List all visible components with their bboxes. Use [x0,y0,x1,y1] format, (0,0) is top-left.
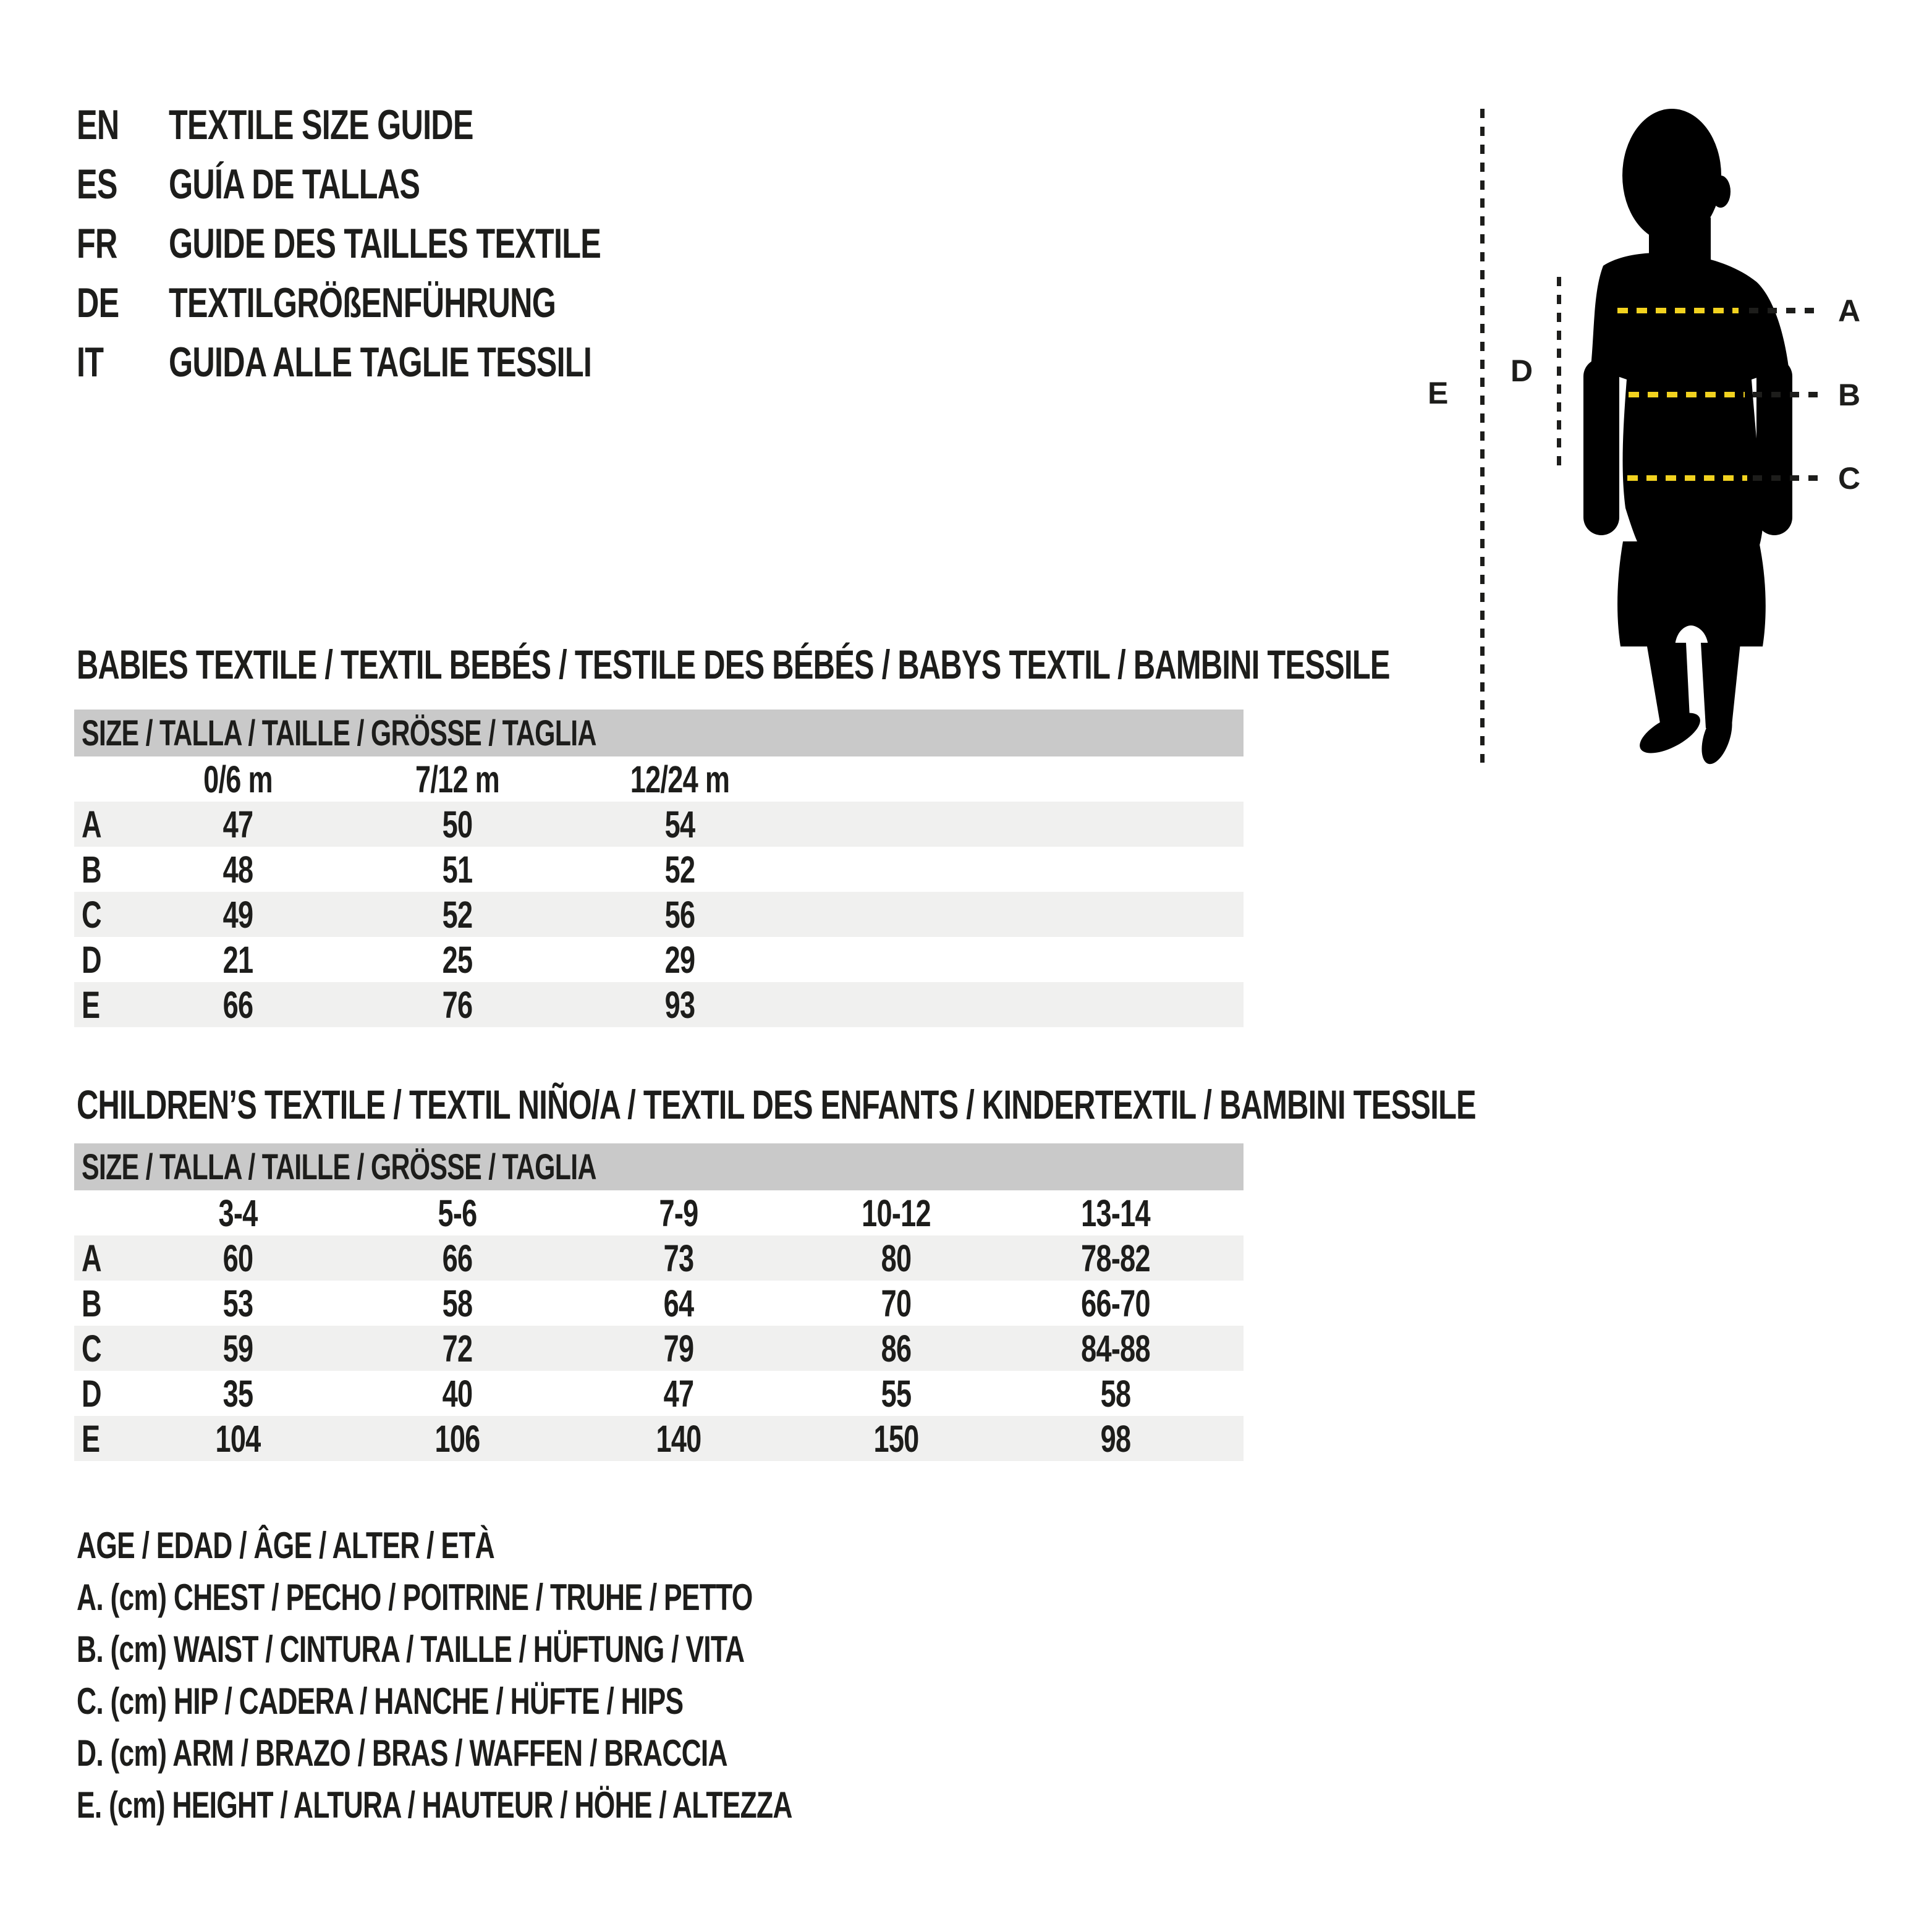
hip-line-C-dark [1753,475,1823,481]
children-section-title [77,1083,1932,1126]
table-cell: 98 [1100,1417,1131,1460]
table-cell: 54 [664,803,695,845]
table-cell: 150 [873,1417,919,1460]
waist-line-B-dark [1753,392,1823,397]
table-cell: 80 [881,1237,912,1279]
table-cell: 72 [442,1327,473,1370]
table-cell: 60 [222,1237,253,1279]
table-row-C [74,1326,1244,1371]
language-row-fr [77,214,753,273]
table-cell: 40 [442,1372,473,1415]
table-cell: 55 [881,1372,912,1415]
language-row-en [77,95,753,155]
table-cell: 93 [664,983,695,1026]
language-row-de [77,273,753,333]
measurement-legend [77,1519,1043,1831]
column-header: 13-14 [1081,1192,1150,1234]
children-column-header-row [74,1190,1244,1235]
guide-title-de: TEXTILGRÖßENFÜHRUNG [169,279,556,326]
babies-section-title-text: BABIES TEXTILE / TEXTIL BEBÉS / TESTILE DES BÉBÉS / BABYS TEXTIL / BAMBINI TESSILE [77,642,1390,687]
table-row-A [74,802,1244,847]
babies-size-header-bar [74,710,1244,756]
table-cell: 79 [663,1327,694,1370]
language-code: DE [77,279,119,326]
measure-label-B: B [1838,378,1861,412]
legend-text: AGE / EDAD / ÂGE / ALTER / ETÀ [77,1524,494,1566]
table-cell: 70 [881,1282,912,1324]
measure-label-A: A [1838,294,1861,328]
children-size-table [74,1143,1244,1461]
row-label: C [82,1327,101,1370]
legend-text: A. (cm) CHEST / PECHO / POITRINE / TRUHE / PETTO [77,1576,753,1618]
table-row-C [74,892,1244,937]
size-header-label: SIZE / TALLA / TAILLE / GRÖSSE / TAGLIA [82,1146,596,1187]
table-cell: 73 [663,1237,694,1279]
children-size-header-bar [74,1143,1244,1190]
silhouette-left-arm [1583,358,1619,535]
legend-text: B. (cm) WAIST / CINTURA / TAILLE / HÜFTUNG / VITA [77,1628,745,1670]
babies-size-table [74,710,1244,1027]
column-header: 5-6 [438,1192,477,1234]
table-cell: 140 [656,1417,701,1460]
legend-text: E. (cm) HEIGHT / ALTURA / HAUTEUR / HÖHE / ALTEZZA [77,1784,792,1826]
language-code: IT [77,339,104,386]
chest-line-A-dark [1749,308,1823,313]
table-cell: 86 [881,1327,912,1370]
row-label: D [82,938,101,981]
row-label: B [82,848,101,891]
hip-line-C-yellow [1627,475,1747,481]
column-header: 10-12 [862,1192,931,1234]
row-label: E [82,1417,100,1460]
table-cell: 47 [663,1372,694,1415]
legend-line-age [77,1519,1043,1571]
table-cell: 59 [222,1327,253,1370]
guide-title-es: GUÍA DE TALLAS [169,161,420,208]
legend-text: C. (cm) HIP / CADERA / HANCHE / HÜFTE / HIPS [77,1680,684,1722]
legend-line-waist [77,1623,1043,1675]
table-cell: 53 [222,1282,253,1324]
table-cell: 106 [434,1417,480,1460]
table-cell: 48 [222,848,253,891]
table-cell: 52 [442,893,473,936]
table-cell: 104 [215,1417,261,1460]
table-cell: 84-88 [1081,1327,1150,1370]
measure-label-D: D [1510,354,1533,388]
table-row-D [74,937,1244,982]
size-header-label: SIZE / TALLA / TAILLE / GRÖSSE / TAGLIA [82,713,596,753]
table-cell: 66 [442,1237,473,1279]
chest-line-A-yellow [1617,308,1739,313]
language-code: FR [77,220,117,267]
table-row-B [74,1281,1244,1326]
waist-line-B-yellow [1629,392,1745,397]
column-header: 7/12 m [415,758,500,800]
silhouette-shorts [1617,541,1766,646]
table-cell: 58 [1100,1372,1131,1415]
table-cell: 66-70 [1081,1282,1150,1324]
row-label: D [82,1372,101,1415]
legend-line-chest [77,1571,1043,1623]
row-label: B [82,1282,101,1324]
table-cell: 47 [222,803,253,845]
legend-line-hip [77,1675,1043,1727]
guide-title-en: TEXTILE SIZE GUIDE [169,101,473,148]
legend-text: D. (cm) ARM / BRAZO / BRAS / WAFFEN / BRACCIA [77,1732,727,1774]
column-header: 7-9 [659,1192,698,1234]
table-cell: 35 [222,1372,253,1415]
children-section-title-text: CHILDREN’S TEXTILE / TEXTIL NIÑO/A / TEXTIL DES ENFANTS / KINDERTEXTIL / BAMBINI TESSILE [77,1082,1477,1127]
table-row-D [74,1371,1244,1416]
legend-line-arm [77,1727,1043,1779]
table-cell: 58 [442,1282,473,1324]
silhouette-right-arm [1756,358,1792,535]
language-row-es [77,155,753,214]
table-cell: 51 [442,848,473,891]
language-code: EN [77,101,119,148]
row-label: A [82,803,101,845]
silhouette-ear [1711,176,1731,208]
table-cell: 49 [222,893,253,936]
measure-label-E: E [1428,376,1449,410]
babies-section-title [77,643,1851,686]
guide-title-fr: GUIDE DES TAILLES TEXTILE [169,220,601,267]
table-cell: 25 [442,938,473,981]
table-row-A [74,1235,1244,1281]
table-cell: 78-82 [1081,1237,1150,1279]
table-cell: 50 [442,803,473,845]
row-label: E [82,983,100,1026]
table-row-B [74,847,1244,892]
column-header: 0/6 m [203,758,273,800]
language-code: ES [77,161,117,208]
table-cell: 76 [442,983,473,1026]
table-cell: 56 [664,893,695,936]
column-header: 12/24 m [630,758,730,800]
table-cell: 66 [222,983,253,1026]
babies-column-header-row [74,756,1244,802]
table-cell: 64 [663,1282,694,1324]
language-title-block [77,95,753,392]
table-cell: 52 [664,848,695,891]
legend-line-height [77,1779,1043,1831]
guide-title-it: GUIDA ALLE TAGLIE TESSILI [169,339,592,386]
arm-measure-line-D [1557,277,1561,473]
language-row-it [77,333,753,392]
table-row-E [74,1416,1244,1461]
table-cell: 21 [222,938,253,981]
measure-label-C: C [1838,461,1861,496]
table-cell: 29 [664,938,695,981]
column-header: 3-4 [218,1192,258,1234]
row-label: A [82,1237,101,1279]
table-row-E [74,982,1244,1027]
row-label: C [82,893,101,936]
